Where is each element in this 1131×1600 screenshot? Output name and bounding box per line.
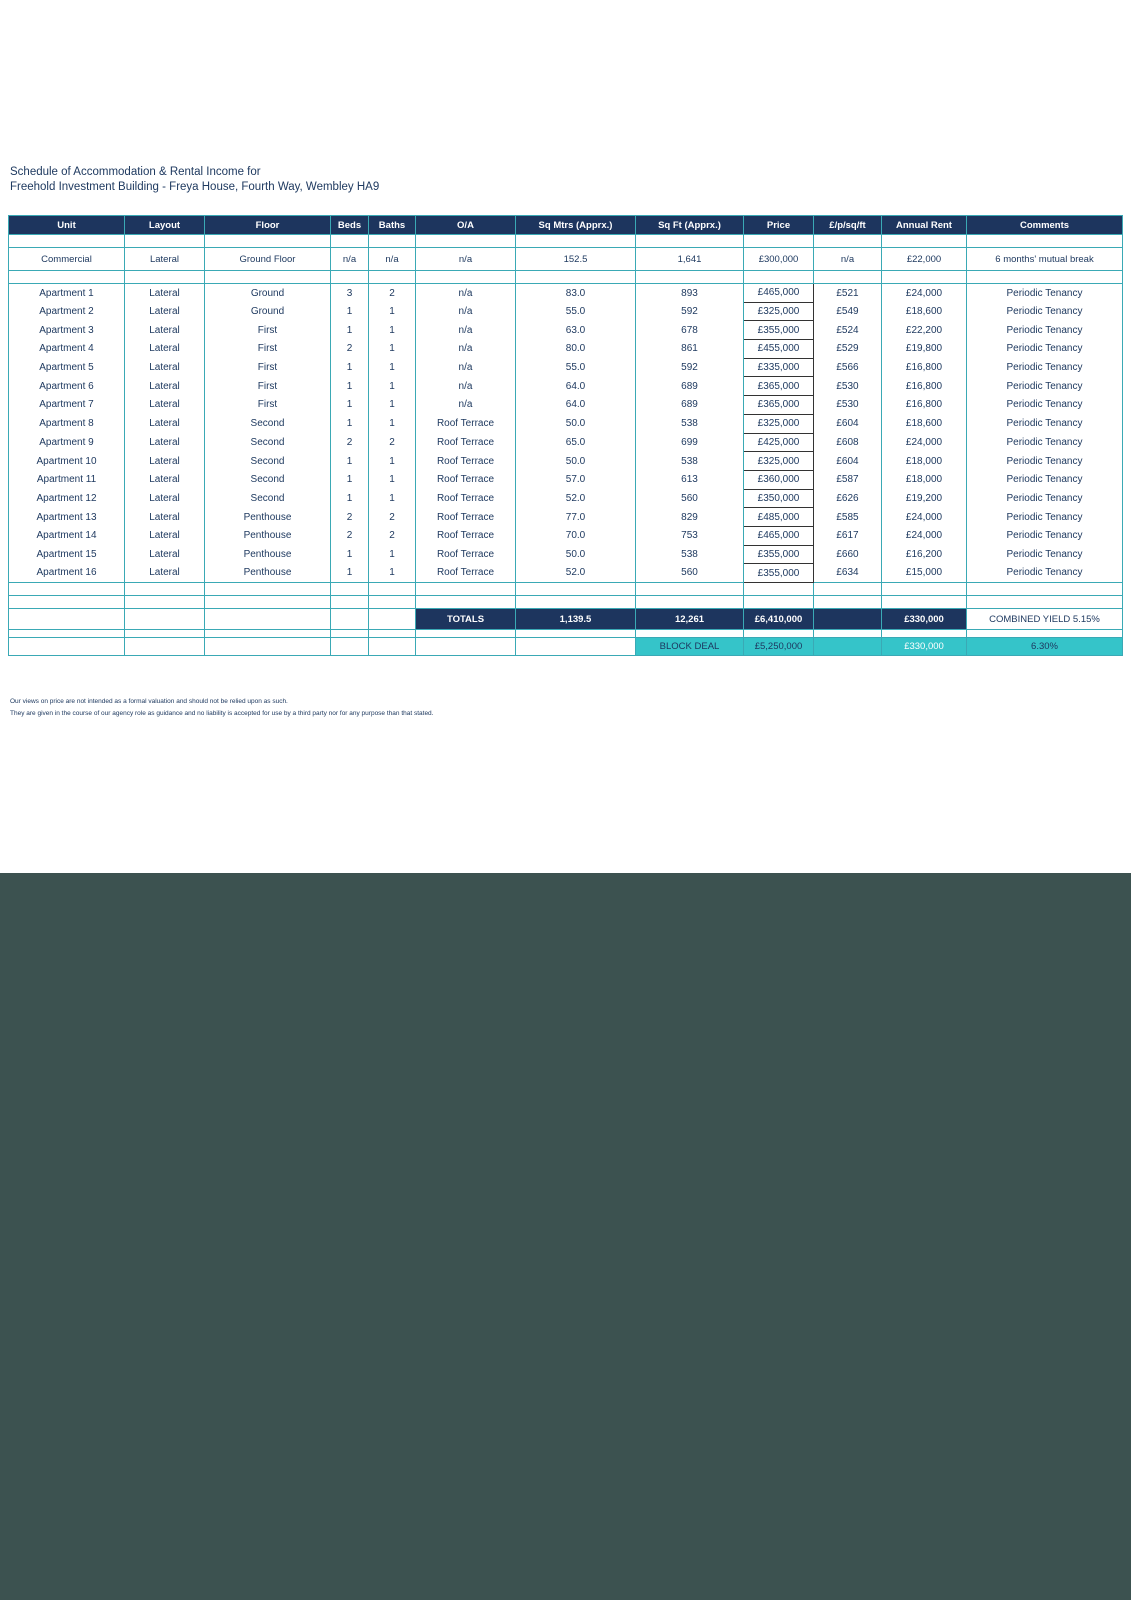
cell: 3 bbox=[331, 284, 369, 303]
col-header-oa: O/A bbox=[416, 216, 516, 235]
cell: Second bbox=[205, 489, 331, 508]
cell: £455,000 bbox=[744, 340, 814, 359]
cell: n/a bbox=[369, 248, 416, 271]
cell: £24,000 bbox=[882, 284, 967, 303]
col-header-price: Price bbox=[744, 216, 814, 235]
cell: Periodic Tenancy bbox=[967, 433, 1123, 452]
cell: Roof Terrace bbox=[416, 452, 516, 471]
cell: £355,000 bbox=[744, 321, 814, 340]
cell: Commercial bbox=[9, 248, 125, 271]
cell: 538 bbox=[636, 545, 744, 564]
totals-row bbox=[9, 609, 1123, 630]
cell: n/a bbox=[416, 284, 516, 303]
cell: Lateral bbox=[125, 564, 205, 583]
cell: n/a bbox=[416, 377, 516, 396]
cell: £465,000 bbox=[744, 284, 814, 303]
title-line-2: Freehold Investment Building - Freya House, Fourth Way, Wembley HA9 bbox=[10, 181, 380, 193]
cell: Lateral bbox=[125, 248, 205, 271]
cell: 77.0 bbox=[516, 508, 636, 527]
cell: 689 bbox=[636, 377, 744, 396]
cell: 1 bbox=[369, 470, 416, 489]
cell: 6 months' mutual break bbox=[967, 248, 1123, 271]
cell: £524 bbox=[814, 321, 882, 340]
cell: 1 bbox=[331, 414, 369, 433]
cell: £585 bbox=[814, 508, 882, 527]
cell: 1 bbox=[331, 302, 369, 321]
totals-label: TOTALS bbox=[416, 609, 516, 630]
cell: 2 bbox=[369, 284, 416, 303]
cell: Periodic Tenancy bbox=[967, 377, 1123, 396]
cell: 1 bbox=[331, 452, 369, 471]
cell: £16,800 bbox=[882, 358, 967, 377]
cell: Roof Terrace bbox=[416, 414, 516, 433]
cell: £325,000 bbox=[744, 452, 814, 471]
cell: £19,800 bbox=[882, 340, 967, 359]
table-row bbox=[9, 377, 1123, 396]
cell: Apartment 9 bbox=[9, 433, 125, 452]
spacer-row bbox=[9, 630, 1123, 638]
cell: 538 bbox=[636, 414, 744, 433]
cell: Apartment 12 bbox=[9, 489, 125, 508]
spacer-row bbox=[9, 596, 1123, 609]
cell: Lateral bbox=[125, 508, 205, 527]
cell: 1 bbox=[369, 545, 416, 564]
block-deal-row bbox=[9, 638, 1123, 656]
totals-blank bbox=[814, 609, 882, 630]
table-row bbox=[9, 508, 1123, 527]
cell: £365,000 bbox=[744, 377, 814, 396]
cell: £355,000 bbox=[744, 564, 814, 583]
cell: 613 bbox=[636, 470, 744, 489]
cell: £360,000 bbox=[744, 470, 814, 489]
table-row bbox=[9, 470, 1123, 489]
cell: Apartment 4 bbox=[9, 340, 125, 359]
cell: £465,000 bbox=[744, 526, 814, 545]
cell: 560 bbox=[636, 489, 744, 508]
table-row bbox=[9, 358, 1123, 377]
cell: Lateral bbox=[125, 545, 205, 564]
cell: Second bbox=[205, 452, 331, 471]
cell: 1 bbox=[369, 377, 416, 396]
cell: Lateral bbox=[125, 470, 205, 489]
cell: Lateral bbox=[125, 414, 205, 433]
table-row bbox=[9, 414, 1123, 433]
col-header-sq-ft: Sq Ft (Apprx.) bbox=[636, 216, 744, 235]
cell: n/a bbox=[416, 302, 516, 321]
cell: First bbox=[205, 396, 331, 415]
cell: Lateral bbox=[125, 377, 205, 396]
cell: Periodic Tenancy bbox=[967, 340, 1123, 359]
cell: 592 bbox=[636, 358, 744, 377]
cell: 50.0 bbox=[516, 414, 636, 433]
cell: £22,000 bbox=[882, 248, 967, 271]
cell: 1 bbox=[331, 321, 369, 340]
cell: £15,000 bbox=[882, 564, 967, 583]
cell: Second bbox=[205, 470, 331, 489]
block-deal-yield: 6.30% bbox=[967, 638, 1123, 656]
cell: £24,000 bbox=[882, 508, 967, 527]
cell: n/a bbox=[416, 248, 516, 271]
cell: 52.0 bbox=[516, 489, 636, 508]
cell: Periodic Tenancy bbox=[967, 489, 1123, 508]
cell: Roof Terrace bbox=[416, 470, 516, 489]
document-title bbox=[10, 165, 379, 195]
cell: £530 bbox=[814, 396, 882, 415]
block-deal-label: BLOCK DEAL bbox=[636, 638, 744, 656]
table-row bbox=[9, 340, 1123, 359]
cell: £529 bbox=[814, 340, 882, 359]
cell: Periodic Tenancy bbox=[967, 284, 1123, 303]
cell: Apartment 7 bbox=[9, 396, 125, 415]
cell: £626 bbox=[814, 489, 882, 508]
cell: Apartment 5 bbox=[9, 358, 125, 377]
cell: £485,000 bbox=[744, 508, 814, 527]
cell: 1 bbox=[331, 358, 369, 377]
cell: Lateral bbox=[125, 433, 205, 452]
cell: 829 bbox=[636, 508, 744, 527]
cell: First bbox=[205, 321, 331, 340]
table-row bbox=[9, 302, 1123, 321]
cell: £325,000 bbox=[744, 414, 814, 433]
cell: Lateral bbox=[125, 284, 205, 303]
cell: Lateral bbox=[125, 321, 205, 340]
cell: 2 bbox=[369, 508, 416, 527]
table-row bbox=[9, 284, 1123, 303]
cell: 592 bbox=[636, 302, 744, 321]
cell: 1 bbox=[331, 470, 369, 489]
cell: £16,800 bbox=[882, 377, 967, 396]
col-header-layout: Layout bbox=[125, 216, 205, 235]
cell: 65.0 bbox=[516, 433, 636, 452]
table-row bbox=[9, 526, 1123, 545]
block-deal-blank bbox=[814, 638, 882, 656]
cell: 1 bbox=[331, 564, 369, 583]
cell: 2 bbox=[331, 433, 369, 452]
table-row bbox=[9, 396, 1123, 415]
cell: 1 bbox=[331, 489, 369, 508]
cell: 2 bbox=[331, 508, 369, 527]
cell: £604 bbox=[814, 452, 882, 471]
cell: Roof Terrace bbox=[416, 545, 516, 564]
col-header-annual-rent: Annual Rent bbox=[882, 216, 967, 235]
cell: 2 bbox=[369, 526, 416, 545]
block-deal-annual-rent: £330,000 bbox=[882, 638, 967, 656]
cell: 1 bbox=[331, 396, 369, 415]
cell: 1 bbox=[369, 564, 416, 583]
header-row bbox=[9, 216, 1123, 235]
cell: Roof Terrace bbox=[416, 508, 516, 527]
cell: £16,800 bbox=[882, 396, 967, 415]
cell: £608 bbox=[814, 433, 882, 452]
cell: Ground Floor bbox=[205, 248, 331, 271]
table-row bbox=[9, 545, 1123, 564]
col-header-beds: Beds bbox=[331, 216, 369, 235]
disclaimer bbox=[10, 696, 433, 720]
disclaimer-line-2: They are given in the course of our agency role as guidance and no liability is accepted for use by a third party nor for any purpose than that stated. bbox=[10, 710, 434, 717]
cell: £18,600 bbox=[882, 414, 967, 433]
cell: Lateral bbox=[125, 340, 205, 359]
spacer-row bbox=[9, 271, 1123, 284]
cell: £300,000 bbox=[744, 248, 814, 271]
cell: Lateral bbox=[125, 489, 205, 508]
cell: 80.0 bbox=[516, 340, 636, 359]
cell: First bbox=[205, 340, 331, 359]
cell: £634 bbox=[814, 564, 882, 583]
cell: 64.0 bbox=[516, 377, 636, 396]
table-row bbox=[9, 452, 1123, 471]
cell: £365,000 bbox=[744, 396, 814, 415]
cell: Apartment 6 bbox=[9, 377, 125, 396]
cell: £587 bbox=[814, 470, 882, 489]
cell: Apartment 8 bbox=[9, 414, 125, 433]
spacer-row bbox=[9, 235, 1123, 248]
cell: Periodic Tenancy bbox=[967, 545, 1123, 564]
cell: £335,000 bbox=[744, 358, 814, 377]
cell: Second bbox=[205, 433, 331, 452]
cell: 689 bbox=[636, 396, 744, 415]
cell: 1 bbox=[369, 302, 416, 321]
cell: Periodic Tenancy bbox=[967, 470, 1123, 489]
table-row bbox=[9, 321, 1123, 340]
totals-sq-mtrs: 1,139.5 bbox=[516, 609, 636, 630]
cell: Periodic Tenancy bbox=[967, 414, 1123, 433]
cell: 560 bbox=[636, 564, 744, 583]
cell: £18,000 bbox=[882, 470, 967, 489]
cell: 152.5 bbox=[516, 248, 636, 271]
cell: 1 bbox=[331, 377, 369, 396]
cell: Roof Terrace bbox=[416, 433, 516, 452]
cell: £24,000 bbox=[882, 526, 967, 545]
cell: Lateral bbox=[125, 358, 205, 377]
viewer-background bbox=[0, 873, 1131, 1600]
cell: £350,000 bbox=[744, 489, 814, 508]
cell: 55.0 bbox=[516, 358, 636, 377]
cell: Periodic Tenancy bbox=[967, 396, 1123, 415]
cell: £549 bbox=[814, 302, 882, 321]
cell: 52.0 bbox=[516, 564, 636, 583]
schedule-table bbox=[8, 215, 1123, 656]
cell: Periodic Tenancy bbox=[967, 526, 1123, 545]
cell: 1 bbox=[369, 321, 416, 340]
cell: 678 bbox=[636, 321, 744, 340]
title-line-1: Schedule of Accommodation & Rental Income for bbox=[10, 166, 261, 178]
cell: Apartment 10 bbox=[9, 452, 125, 471]
cell: Apartment 11 bbox=[9, 470, 125, 489]
col-header-comments: Comments bbox=[967, 216, 1123, 235]
cell: Periodic Tenancy bbox=[967, 358, 1123, 377]
cell: Roof Terrace bbox=[416, 526, 516, 545]
cell: Apartment 16 bbox=[9, 564, 125, 583]
cell: £521 bbox=[814, 284, 882, 303]
cell: Lateral bbox=[125, 452, 205, 471]
col-header-unit: Unit bbox=[9, 216, 125, 235]
cell: 64.0 bbox=[516, 396, 636, 415]
cell: Periodic Tenancy bbox=[967, 321, 1123, 340]
cell: £24,000 bbox=[882, 433, 967, 452]
cell: n/a bbox=[814, 248, 882, 271]
cell: 538 bbox=[636, 452, 744, 471]
cell: 70.0 bbox=[516, 526, 636, 545]
col-header-floor: Floor bbox=[205, 216, 331, 235]
cell: 2 bbox=[331, 340, 369, 359]
cell: Apartment 1 bbox=[9, 284, 125, 303]
cell: n/a bbox=[416, 340, 516, 359]
cell: 1 bbox=[369, 414, 416, 433]
disclaimer-line-1: Our views on price are not intended as a formal valuation and should not be relied upon as such. bbox=[10, 698, 288, 705]
cell: Second bbox=[205, 414, 331, 433]
commercial-row bbox=[9, 248, 1123, 271]
table-row bbox=[9, 489, 1123, 508]
cell: £530 bbox=[814, 377, 882, 396]
totals-annual-rent: £330,000 bbox=[882, 609, 967, 630]
cell: 2 bbox=[331, 526, 369, 545]
cell: Penthouse bbox=[205, 526, 331, 545]
cell: n/a bbox=[416, 321, 516, 340]
cell: Periodic Tenancy bbox=[967, 302, 1123, 321]
col-header-sq-mtrs: Sq Mtrs (Apprx.) bbox=[516, 216, 636, 235]
cell: £19,200 bbox=[882, 489, 967, 508]
cell: Penthouse bbox=[205, 564, 331, 583]
cell: Roof Terrace bbox=[416, 564, 516, 583]
cell: Roof Terrace bbox=[416, 489, 516, 508]
cell: 1 bbox=[331, 545, 369, 564]
cell: £16,200 bbox=[882, 545, 967, 564]
cell: £325,000 bbox=[744, 302, 814, 321]
col-header-per-sqft: £/p/sq/ft bbox=[814, 216, 882, 235]
cell: Apartment 15 bbox=[9, 545, 125, 564]
cell: 83.0 bbox=[516, 284, 636, 303]
cell: 753 bbox=[636, 526, 744, 545]
totals-price: £6,410,000 bbox=[744, 609, 814, 630]
cell: n/a bbox=[416, 396, 516, 415]
cell: 63.0 bbox=[516, 321, 636, 340]
cell: 861 bbox=[636, 340, 744, 359]
spacer-row bbox=[9, 583, 1123, 596]
cell: Apartment 13 bbox=[9, 508, 125, 527]
combined-yield: COMBINED YIELD 5.15% bbox=[967, 609, 1123, 630]
cell: 1 bbox=[369, 396, 416, 415]
cell: £566 bbox=[814, 358, 882, 377]
cell: Periodic Tenancy bbox=[967, 564, 1123, 583]
cell: n/a bbox=[331, 248, 369, 271]
cell: Periodic Tenancy bbox=[967, 508, 1123, 527]
cell: Ground bbox=[205, 302, 331, 321]
cell: 1 bbox=[369, 340, 416, 359]
cell: Lateral bbox=[125, 526, 205, 545]
cell: £604 bbox=[814, 414, 882, 433]
cell: 1 bbox=[369, 452, 416, 471]
cell: 699 bbox=[636, 433, 744, 452]
cell: £18,000 bbox=[882, 452, 967, 471]
cell: First bbox=[205, 358, 331, 377]
table-row bbox=[9, 564, 1123, 583]
cell: £18,600 bbox=[882, 302, 967, 321]
cell: Penthouse bbox=[205, 545, 331, 564]
cell: 50.0 bbox=[516, 545, 636, 564]
cell: Lateral bbox=[125, 396, 205, 415]
cell: £660 bbox=[814, 545, 882, 564]
cell: £355,000 bbox=[744, 545, 814, 564]
cell: Penthouse bbox=[205, 508, 331, 527]
totals-sq-ft: 12,261 bbox=[636, 609, 744, 630]
cell: 2 bbox=[369, 433, 416, 452]
table-row bbox=[9, 433, 1123, 452]
cell: First bbox=[205, 377, 331, 396]
cell: Periodic Tenancy bbox=[967, 452, 1123, 471]
cell: Apartment 14 bbox=[9, 526, 125, 545]
cell: 50.0 bbox=[516, 452, 636, 471]
cell: n/a bbox=[416, 358, 516, 377]
cell: £22,200 bbox=[882, 321, 967, 340]
cell: 57.0 bbox=[516, 470, 636, 489]
block-deal-price: £5,250,000 bbox=[744, 638, 814, 656]
cell: £425,000 bbox=[744, 433, 814, 452]
cell: 1 bbox=[369, 489, 416, 508]
cell: Apartment 3 bbox=[9, 321, 125, 340]
cell: £617 bbox=[814, 526, 882, 545]
cell: 1 bbox=[369, 358, 416, 377]
cell: Apartment 2 bbox=[9, 302, 125, 321]
cell: 893 bbox=[636, 284, 744, 303]
cell: Ground bbox=[205, 284, 331, 303]
col-header-baths: Baths bbox=[369, 216, 416, 235]
cell: Lateral bbox=[125, 302, 205, 321]
cell: 1,641 bbox=[636, 248, 744, 271]
cell: 55.0 bbox=[516, 302, 636, 321]
